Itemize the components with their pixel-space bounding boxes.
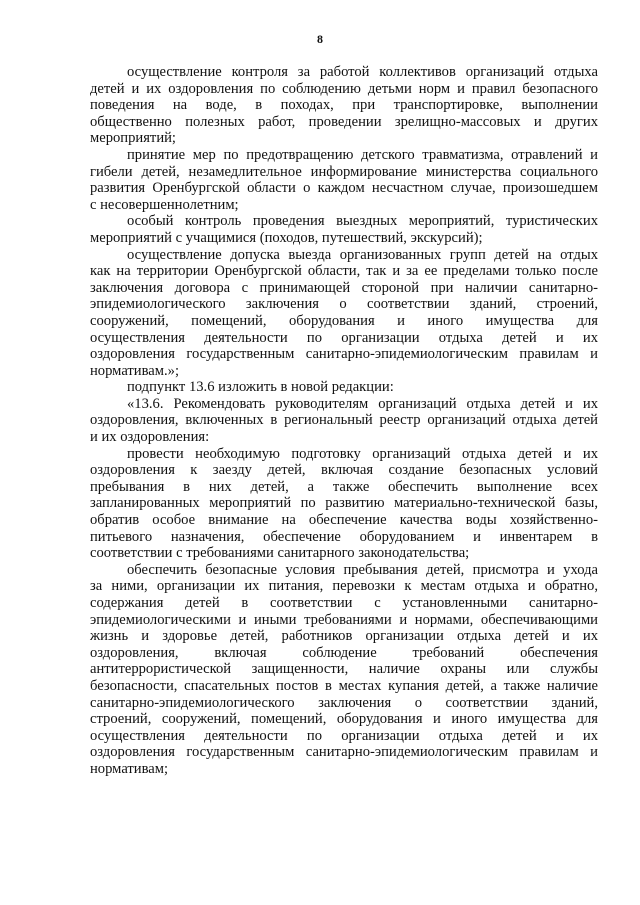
paragraph-line: мероприятий; [90, 130, 176, 147]
paragraph-line: содержания детей в соответствии с установленными санитарно- [90, 595, 598, 611]
paragraph-line: эпидемиологическими и иными требованиями и нормами, обеспечивающими [90, 611, 598, 628]
paragraph-line: поведения на воде, в походах, при транспортировке, выполнении [90, 97, 598, 114]
paragraph [90, 396, 598, 446]
paragraph-line: нормативам.»; [90, 362, 180, 379]
paragraph [90, 247, 598, 380]
paragraph-line: антитеррористической защищенности, наличие охраны или службы [90, 661, 598, 678]
paragraph-line: соответствии с требованиями санитарного законодательства; [90, 545, 470, 562]
paragraph [90, 64, 598, 147]
paragraph-line: оздоровления, включая соблюдение требований обеспечения [90, 644, 598, 661]
paragraph-line: осуществление допуска выезда организованных групп детей на отдых [127, 246, 598, 263]
paragraph-line: с несовершеннолетним; [90, 196, 239, 213]
paragraph-line: санитарно-эпидемиологического заключения о соответствии зданий, [90, 694, 598, 711]
paragraph [90, 379, 598, 396]
paragraph [90, 562, 598, 778]
paragraph-line: мероприятий с учащимися (походов, путешествий, экскурсий); [90, 229, 483, 246]
paragraph-line: заключения договора с принимающей стороной при наличии санитарно- [90, 279, 598, 296]
paragraph-line: особый контроль проведения выездных мероприятий, туристических [127, 213, 598, 230]
paragraph-line: осуществления деятельности по организации отдыха детей и их [90, 727, 598, 744]
paragraph [90, 213, 598, 246]
paragraph-line: нормативам; [90, 760, 169, 777]
paragraph-line: гибели детей, незамедлительное информирование министерства социального [90, 163, 598, 180]
paragraph-line: обеспечить безопасные условия пребывания детей, присмотра и ухода [127, 561, 598, 578]
paragraph-line: детей и их оздоровления по соблюдению детьми норм и правил безопасного [90, 80, 598, 97]
paragraph-line: «13.6. Рекомендовать руководителям организаций отдыха детей и их [127, 395, 598, 412]
paragraph-line: запланированных мероприятий по развитию материально-технической базы, [90, 495, 598, 512]
paragraph-line: осуществление контроля за работой коллективов организаций отдыха [127, 64, 598, 80]
paragraph [90, 147, 598, 213]
paragraph-line: подпункт 13.6 изложить в новой редакции: [127, 379, 394, 396]
paragraph-line: эпидемиологического заключения о соответствии зданий, строений, [90, 296, 598, 313]
paragraph-line: жизнь и здоровье детей, работников организации отдыха детей и их [90, 628, 598, 645]
paragraph-line: оздоровления государственным санитарно-эпидемиологическим правилам и [90, 346, 598, 363]
paragraph-line: строений, сооружений, помещений, оборудования и иного имущества для [90, 711, 598, 728]
paragraph-line: оздоровления государственным санитарно-эпидемиологическим правилам и [90, 744, 598, 761]
paragraph-line: за ними, организации их питания, перевозки к местам отдыха и обратно, [90, 578, 598, 595]
paragraph-line: общественно полезных работ, проведении зрелищно-массовых и других [90, 113, 598, 130]
paragraph-line: и их оздоровления: [90, 429, 210, 446]
paragraph-line: сооружений, помещений, оборудования и иного имущества для [90, 312, 598, 329]
paragraph-line: провести необходимую подготовку организаций отдыха детей и их [127, 445, 598, 462]
paragraph [90, 446, 598, 562]
page-number: 8 [317, 32, 323, 46]
paragraph-line: оздоровления, включенных в региональный реестр организаций отдыха детей [90, 412, 598, 429]
paragraph-line: безопасности, спасательных постов в местах купания детей, а также наличие [90, 677, 598, 694]
paragraph-line: пребывания в них детей, а также обеспечить выполнение всех [90, 478, 598, 495]
document-body [90, 64, 598, 778]
paragraph-line: как на территории Оренбургской области, так и за ее пределами только после [90, 263, 598, 280]
paragraph-line: принятие мер по предотвращению детского травматизма, отравлений и [127, 146, 598, 163]
paragraph-line: обратив особое внимание на обеспечение качества воды хозяйственно- [90, 512, 598, 529]
paragraph-line: осуществления деятельности по организации отдыха детей и их [90, 329, 598, 346]
paragraph-line: питьевого назначения, обеспечение оборудованием и инвентарем в [90, 528, 598, 545]
paragraph-line: оздоровления к заезду детей, включая создание безопасных условий [90, 462, 598, 479]
paragraph-line: развития Оренбургской области о каждом несчастном случае, произошедшем [90, 180, 598, 197]
